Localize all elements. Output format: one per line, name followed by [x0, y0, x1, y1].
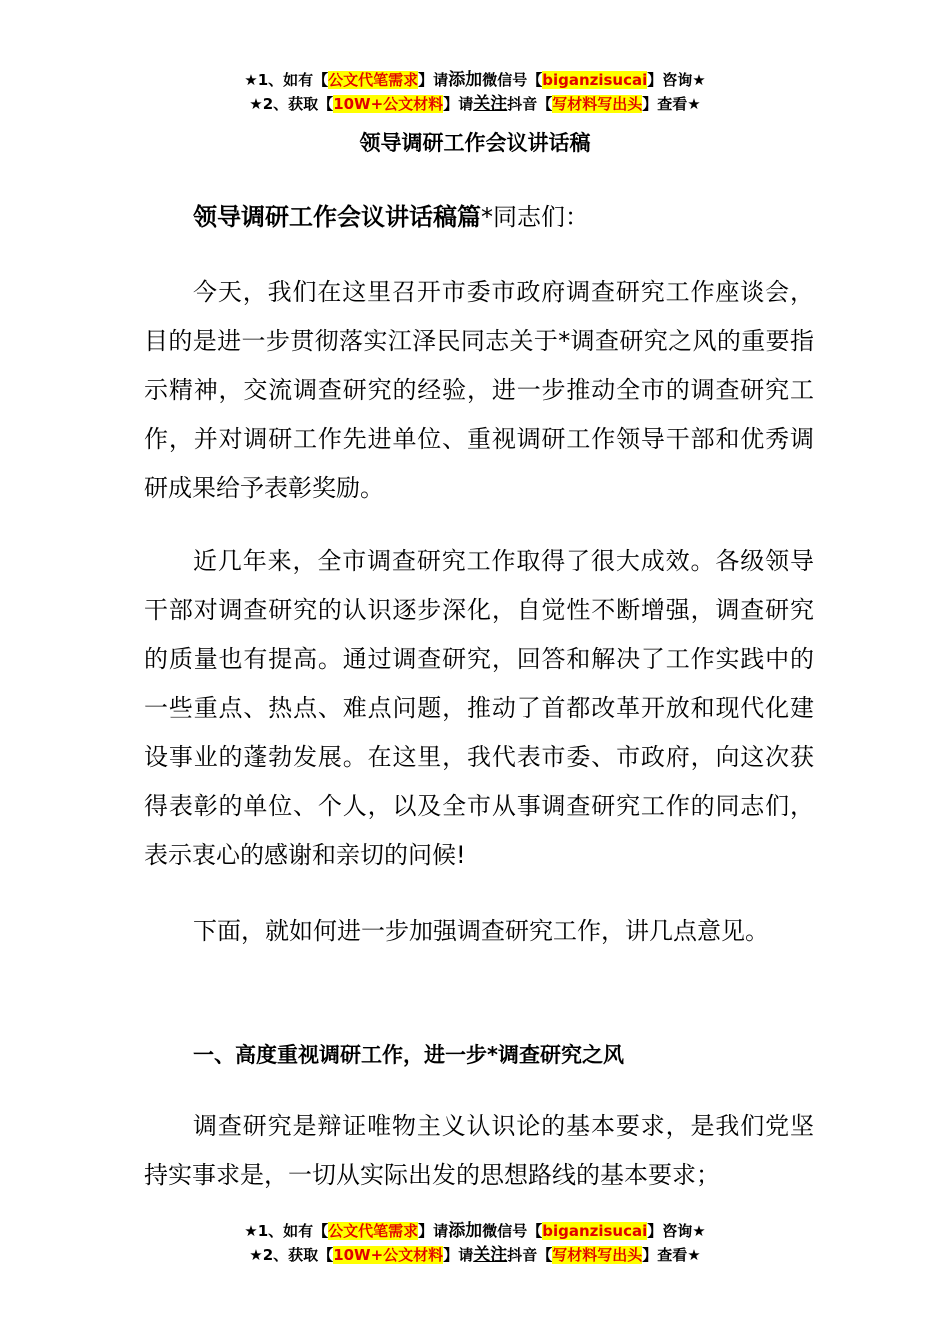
banner-line-2: ★2、获取【10W+公文材料】请关注抖音【写材料写出头】查看★ — [249, 94, 701, 114]
paragraph-2: 近几年来，全市调查研究工作取得了很大成效。各级领导干部对调查研究的认识逐步深化，自觉性不断增强，调查研究的质量也有提高。通过调查研究，回答和解决了工作实践中的一些重点、热点、难点问题，推动了首都改革开放和现代化建设事业的蓬勃发展。在这里，我代表市委、市政府，向这次获得表彰的单位、个人，以及全市从事调查研究工作的同志们，表示衷心的感谢和亲切的问候! — [144, 547, 814, 869]
highlight-wechat-id: biganzisucai — [542, 1222, 648, 1240]
intro-paragraph — [144, 193, 814, 242]
paragraph-1: 今天，我们在这里召开市委市政府调查研究工作座谈会，目的是进一步贯彻落实江泽民同志关于*调查研究之风的重要指示精神，交流调查研究的经验，进一步推动全市的调查研究工作，并对调研工作先进单位、重视调研工作领导干部和优秀调研成果给予表彰奖励。 — [144, 278, 814, 502]
document-title: 领导调研工作会议讲话稿 — [359, 131, 591, 155]
section-1-paragraph: 调查研究是辩证唯物主义认识论的基本要求，是我们党坚持实事求是，一切从实际出发的思想路线的基本要求； — [144, 1112, 814, 1189]
highlight-wechat-id: biganzisucai — [542, 71, 648, 89]
banner-line-2-bottom: ★2、获取【10W+公文材料】请关注抖音【写材料写出头】查看★ — [249, 1245, 701, 1265]
banner-line-1-bottom: ★1、如有【公文代笔需求】请添加微信号【biganzisucai】咨询★ — [244, 1221, 706, 1241]
bottom-banner — [0, 1219, 950, 1267]
highlight-douyin: 写材料写出头 — [552, 1246, 643, 1264]
highlight-materials: 10W+公文材料 — [333, 95, 444, 113]
highlight-materials: 10W+公文材料 — [333, 1246, 444, 1264]
highlight-service: 公文代笔需求 — [328, 71, 419, 89]
highlight-douyin: 写材料写出头 — [552, 95, 643, 113]
top-banner — [0, 68, 950, 116]
paragraph-3: 下面，就如何进一步加强调查研究工作，讲几点意见。 — [193, 917, 769, 945]
banner-line-1: ★1、如有【公文代笔需求】请添加微信号【biganzisucai】咨询★ — [244, 70, 706, 90]
highlight-service: 公文代笔需求 — [328, 1222, 419, 1240]
section-heading-1: 一、高度重视调研工作，进一步*调查研究之风 — [193, 1043, 624, 1067]
intro-bold: 领导调研工作会议讲话稿篇 — [193, 203, 481, 231]
intro-greeting: *同志们： — [481, 203, 589, 231]
